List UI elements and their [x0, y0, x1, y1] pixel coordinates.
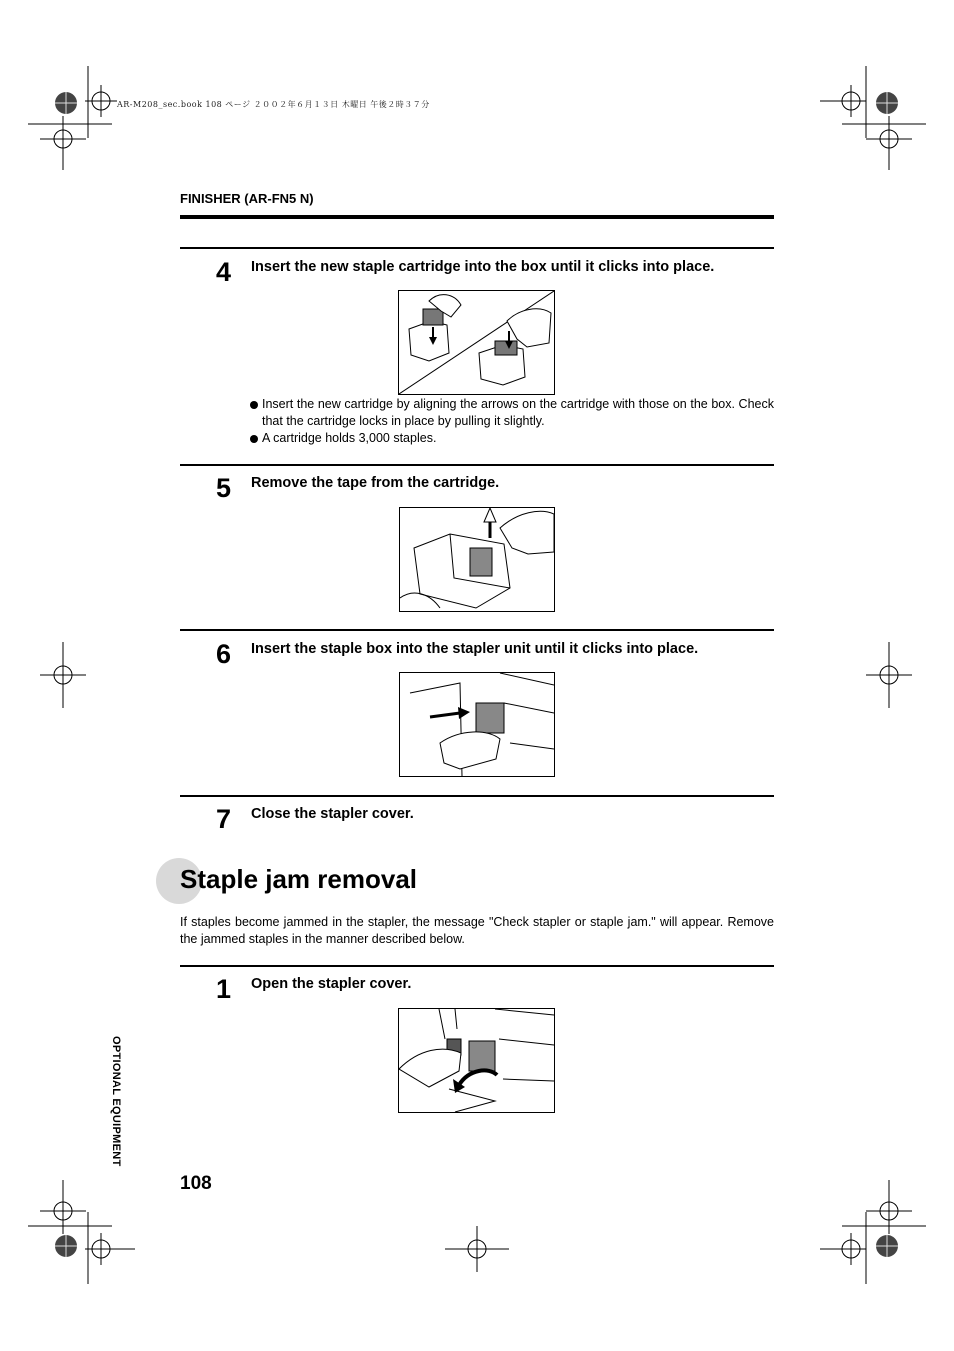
section-intro: If staples become jammed in the stapler, the message "Check stapler or staple jam." will appear. Remove the jammed staples in the manner described below. [180, 915, 774, 946]
step-instruction: Insert the new staple cartridge into the box until it clicks into place. [251, 259, 715, 275]
step-instruction: Insert the staple box into the stapler unit until it clicks into place. [251, 641, 699, 657]
print-info: AR-M208_sec.book 108 ページ ２００２年６月１３日 木曜日 午後２時３７分 [117, 100, 430, 109]
cartridge-insert-illustration [398, 290, 555, 395]
step-number: 4 [216, 257, 232, 287]
step-number: 6 [216, 639, 232, 669]
staple-box-insert-illustration [399, 672, 555, 777]
step-rule [180, 629, 774, 631]
bullet-text: Insert the new cartridge by aligning the arrows on the cartridge with those on the box. Check that the cartridge locks in place by pulling it slightly. [262, 397, 774, 428]
tape-removal-illustration [399, 507, 555, 612]
section-title: Staple jam removal [180, 864, 417, 894]
bullet-text: A cartridge holds 3,000 staples. [262, 431, 437, 445]
page-number: 108 [180, 1173, 212, 1194]
step-rule [180, 464, 774, 466]
step-rule [180, 965, 774, 967]
bullet-icon [250, 435, 258, 443]
step-number: 1 [216, 974, 232, 1004]
step-number: 5 [216, 473, 232, 503]
header-rule [180, 215, 774, 219]
bullet-item [250, 430, 774, 447]
side-tab-label: OPTIONAL EQUIPMENT [110, 1036, 122, 1167]
bullet-item [250, 396, 774, 430]
step-instruction: Close the stapler cover. [251, 806, 414, 822]
step-instruction: Remove the tape from the cartridge. [251, 475, 500, 491]
bullet-icon [250, 401, 258, 409]
step-notes [250, 396, 774, 447]
section-header: FINISHER (AR-FN5 N) [180, 191, 314, 206]
stapler-cover-open-illustration [398, 1008, 555, 1113]
step-rule [180, 795, 774, 797]
step-instruction: Open the stapler cover. [251, 976, 412, 992]
step-number: 7 [216, 804, 232, 834]
step-rule [180, 247, 774, 249]
